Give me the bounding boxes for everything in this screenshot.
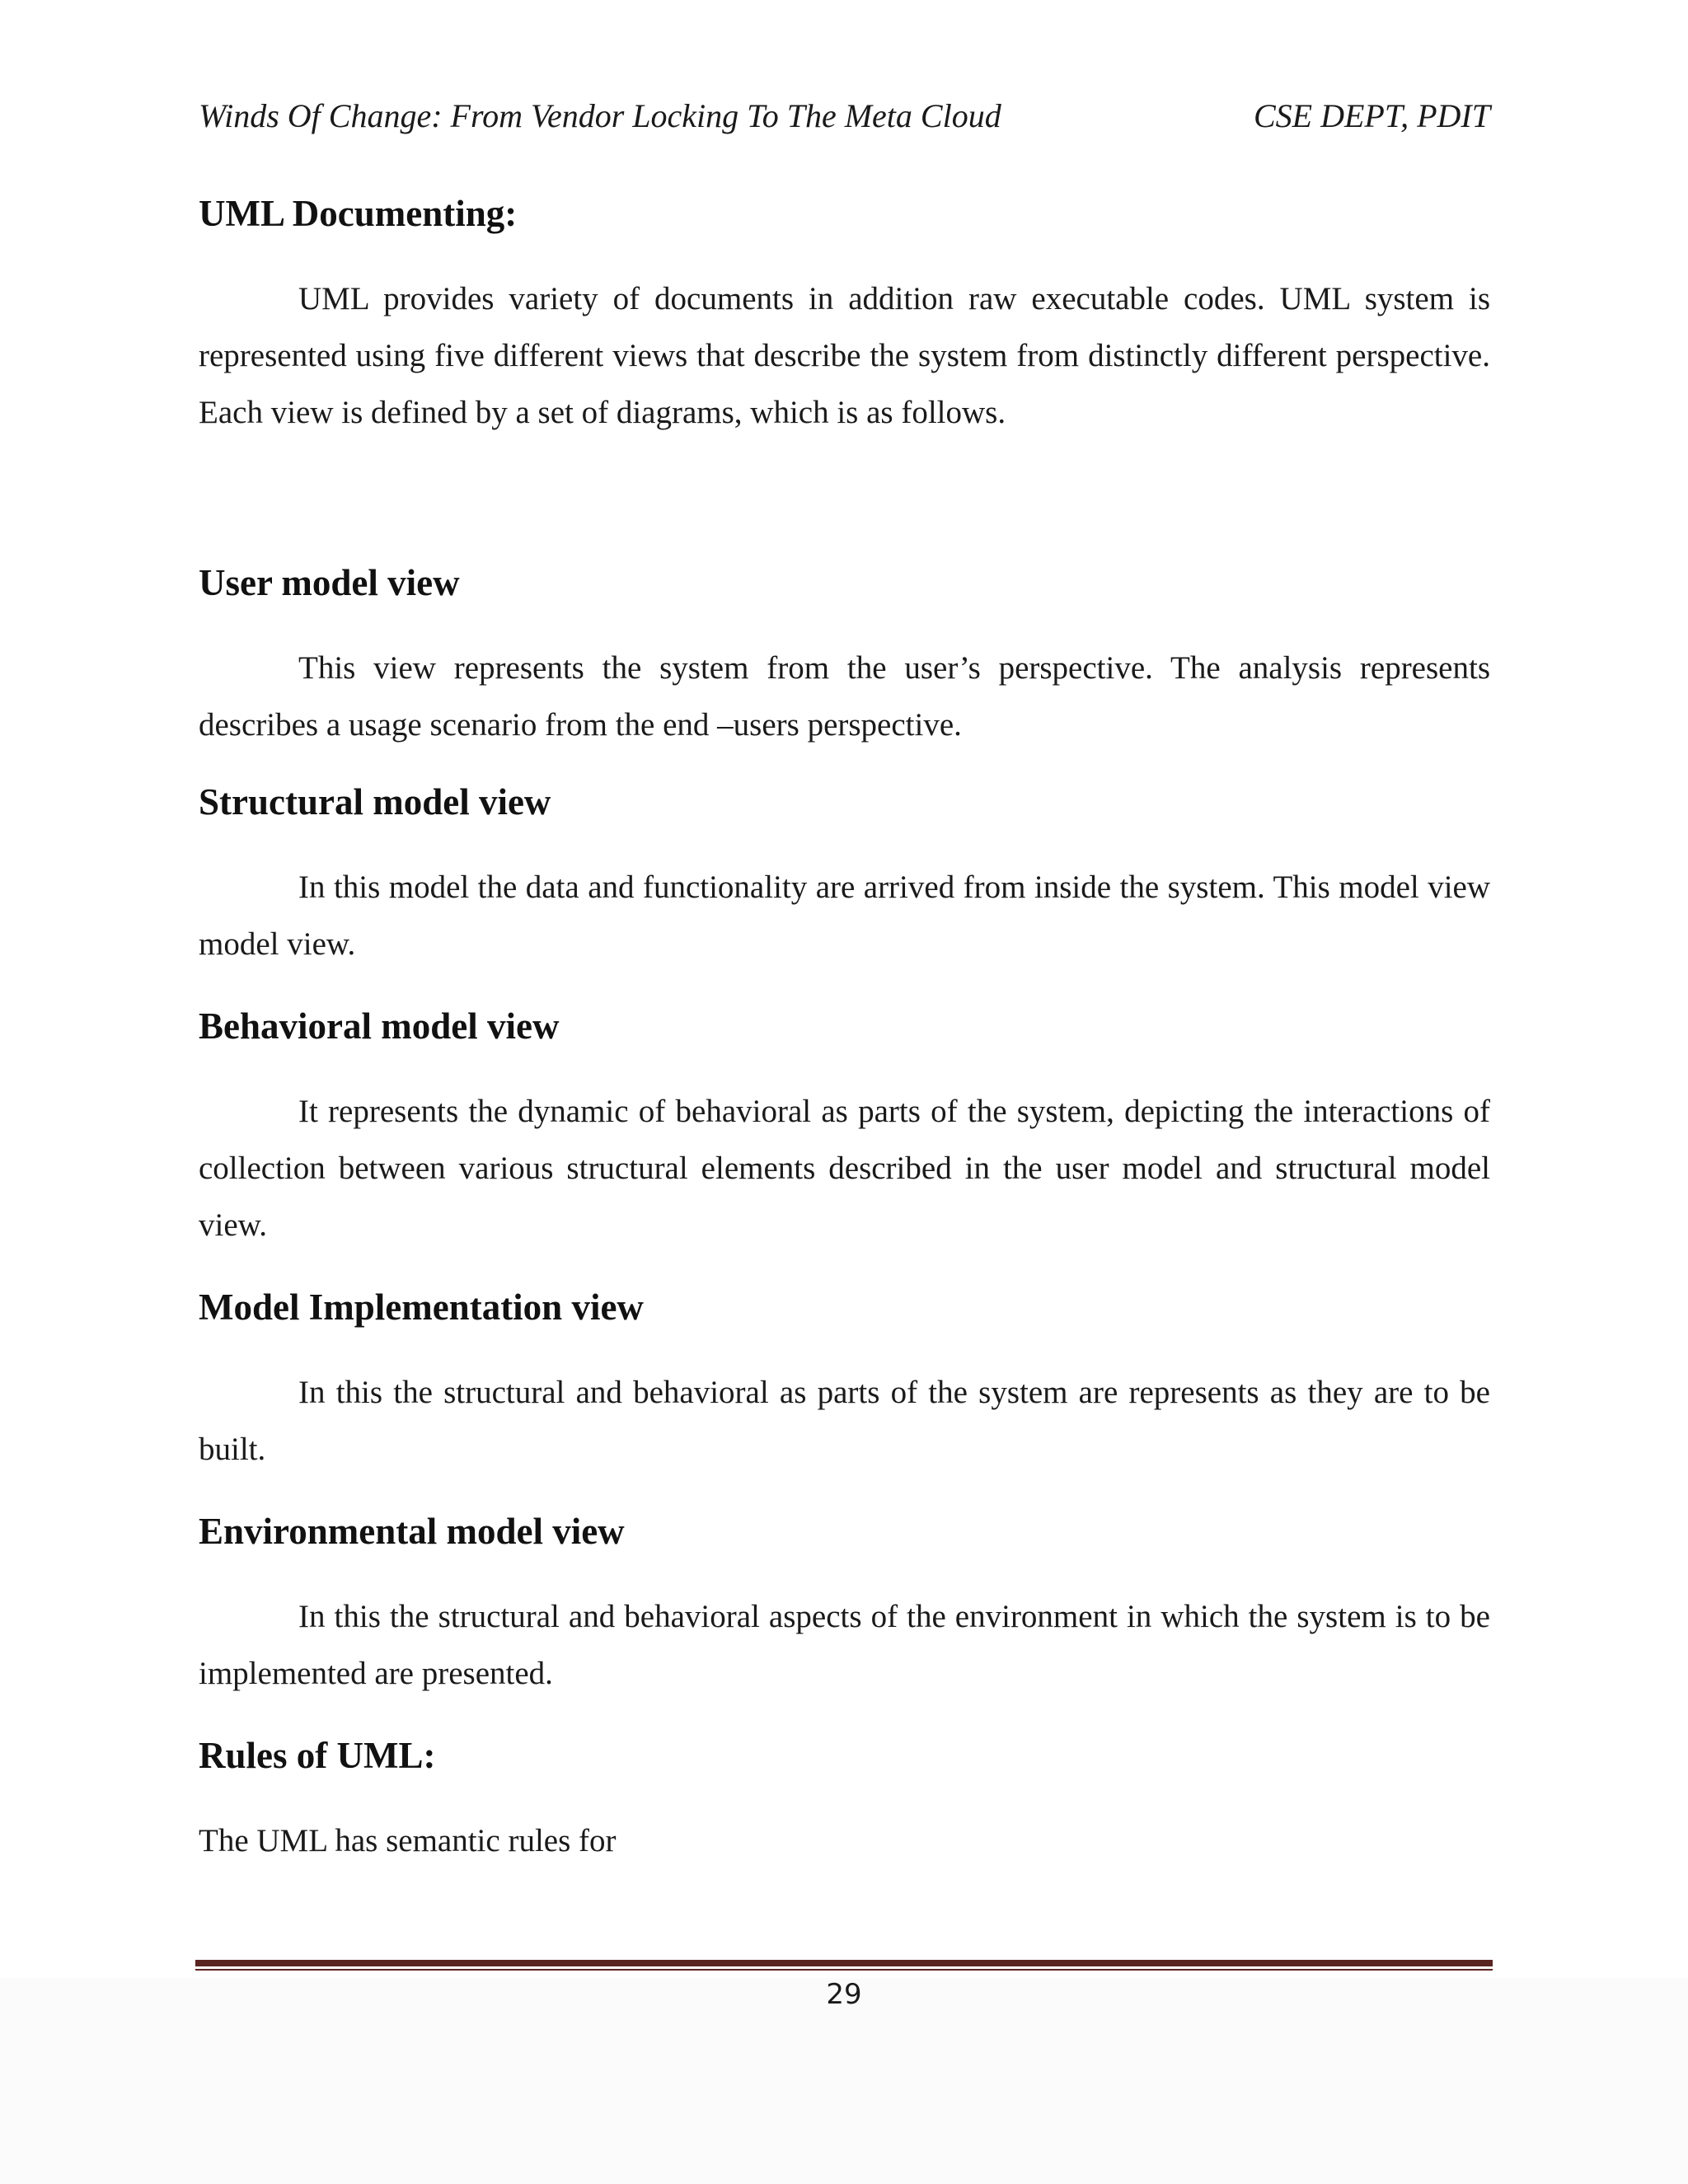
section-heading-environmental-model-view: Environmental model view [199,1511,625,1552]
section-paragraph-environmental-model-view: In this the structural and behavioral aspects of the environment in which the system is to be implemented are presented. [199,1599,1490,1691]
section-paragraph-structural-model-view: In this model the data and functionality are arrived from inside the system. This model view model view. [199,869,1490,962]
section-paragraph-rules-of-uml: The UML has semantic rules for [199,1823,617,1858]
section-paragraph-uml-documenting: UML provides variety of documents in addition raw executable codes. UML system is represented using five different views that describe the system from distinctly different perspective. Each view is defined by a set of diagrams, which is as follows. [199,281,1490,430]
footer-divider [195,1960,1493,1971]
page-number: 29 [826,1978,862,2011]
running-header [199,95,1490,138]
section-paragraph-behavioral-model-view: It represents the dynamic of behavioral as parts of the system, depicting the interactions of collection between various structural elements described in the user model and structural model view. [199,1094,1490,1243]
header-document-title: Winds Of Change: From Vendor Locking To The Meta Cloud [199,97,1001,134]
footer-divider-thin-line [195,1969,1493,1971]
section-heading-rules-of-uml: Rules of UML: [199,1735,436,1776]
section-heading-behavioral-model-view: Behavioral model view [199,1005,560,1047]
footer-divider-thick-line [195,1960,1493,1966]
section-paragraph-user-model-view: This view represents the system from the user’s perspective. The analysis represents describes a usage scenario from the end –users perspective. [199,650,1490,743]
section-paragraph-model-implementation-view: In this the structural and behavioral as parts of the system are represents as they are to be built. [199,1375,1490,1467]
page-body [199,190,1490,1869]
header-department: CSE DEPT, PDIT [1253,97,1490,134]
section-heading-uml-documenting: UML Documenting: [199,193,518,234]
section-heading-user-model-view: User model view [199,562,460,603]
section-heading-model-implementation-view: Model Implementation view [199,1286,644,1328]
section-heading-structural-model-view: Structural model view [199,781,551,823]
